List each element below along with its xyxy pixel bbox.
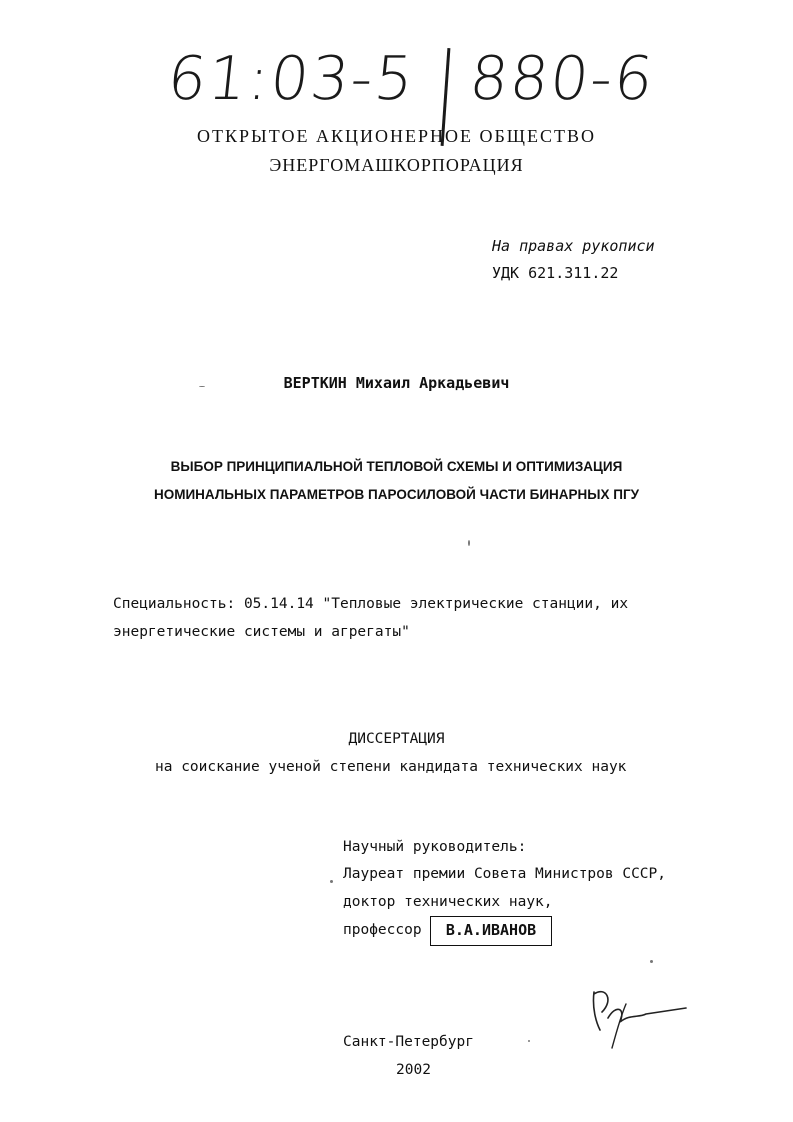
supervisor-rank: профессор	[343, 922, 422, 938]
supervisor-name-box: В.А.ИВАНОВ	[430, 916, 552, 946]
year: 2002	[396, 1062, 431, 1078]
handwritten-archive-code: 61:03-5	[164, 44, 419, 114]
supervisor-degree: доктор технических наук,	[343, 894, 553, 910]
organization-line-1: ОТКРЫТОЕ АКЦИОНЕРНОЕ ОБЩЕСТВО	[197, 126, 596, 146]
udc-code: УДК 621.311.22	[492, 264, 619, 282]
author-name: ВЕРТКИН Михаил Аркадьевич	[283, 374, 510, 392]
manuscript-rights-note: На правах рукописи	[492, 237, 655, 255]
dissertation-subtitle: на соискание ученой степени кандидата технических наук	[155, 759, 627, 775]
specialty-line-2: энергетические системы и агрегаты"	[113, 624, 410, 640]
scan-speck	[468, 540, 470, 546]
dissertation-title-line-2: НОМИНАЛЬНЫХ ПАРАМЕТРОВ ПАРОСИЛОВОЙ ЧАСТИ БИНАРНЫХ ПГУ	[153, 487, 640, 502]
scan-speck	[528, 1040, 530, 1042]
signature-mark	[586, 978, 696, 1054]
handwritten-archive-code-tail: 880-6	[466, 44, 659, 114]
city: Санкт-Петербург	[343, 1034, 474, 1050]
supervisor-label: Научный руководитель:	[343, 839, 527, 855]
organization-line-2: ЭНЕРГОМАШКОРПОРАЦИЯ	[269, 155, 524, 175]
dissertation-heading: ДИССЕРТАЦИЯ	[348, 731, 445, 747]
scan-speck	[330, 880, 333, 883]
dissertation-title-line-1: ВЫБОР ПРИНЦИПИАЛЬНОЙ ТЕПЛОВОЙ СХЕМЫ И ОПТИМИЗАЦИЯ	[170, 459, 623, 474]
supervisor-award: Лауреат премии Совета Министров СССР,	[343, 866, 667, 882]
specialty-line-1: Специальность: 05.14.14 "Тепловые электрические станции, их	[113, 596, 629, 612]
scan-speck	[199, 386, 205, 387]
scan-speck	[650, 960, 653, 963]
